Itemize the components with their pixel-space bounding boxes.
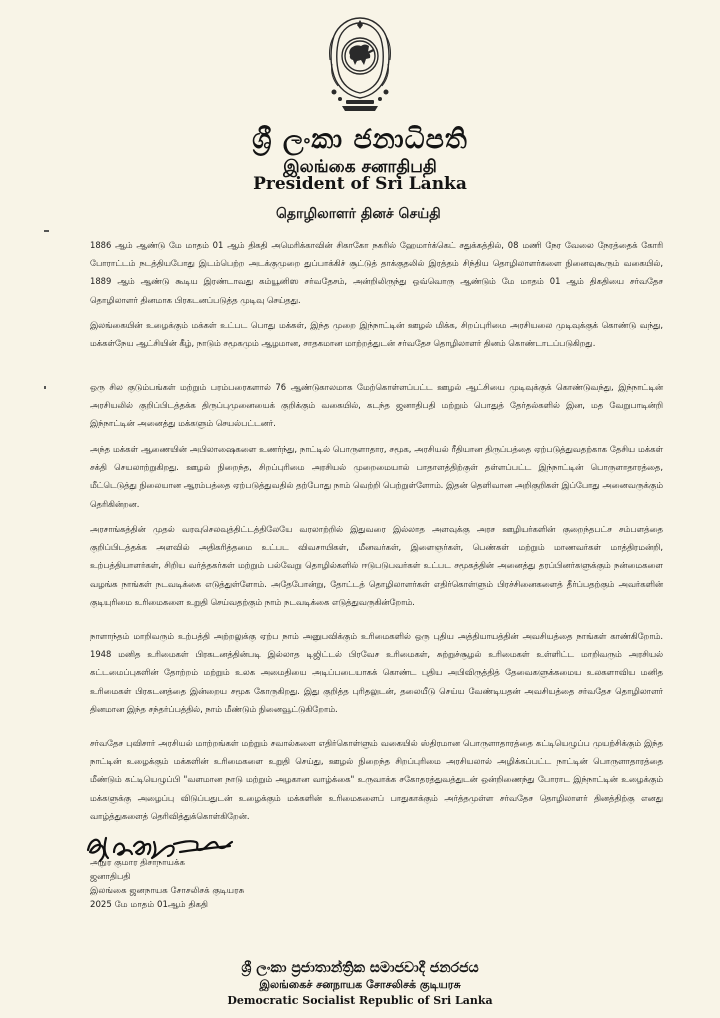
footer-english: Democratic Socialist Republic of Sri Lanka xyxy=(227,994,493,1007)
paragraph-3: ஒரு சில குடும்பங்கள் மற்றும் பரம்பரைகளால் 76 ஆண்டுகாலமாக மேற்கொள்ளப்பட்ட ஊழல் ஆட்சியை முடிவுக்குக் கொண்டுவந்து, இந்நாட்டின் அரசியலில் குறிப்பிடத்தக்க திருப்புமுனையைக் குறிக்கும் வகையில், கடந்த ஜனாதிபதி மற்றும் பொதுத் தேர்தல்களில் இன, மத வேறுபாடின்றி இந்நாட்டின் அனைத்து மக்களும் செயல்பட்டனர். xyxy=(90,382,663,429)
document-date: 2025 மே மாதம் 01ஆம் திகதி xyxy=(90,900,209,910)
header-title-english: President of Sri Lanka xyxy=(253,174,467,194)
signatory-designation: ஜனாதிபதி xyxy=(90,872,131,882)
header-title-tamil: இலங்கை சனாதிபதி xyxy=(283,157,437,177)
scan-mark xyxy=(44,230,49,232)
footer-sinhala: ශ්‍රී ලංකා ප්‍රජාතාන්ත්‍රික සමාජවාදී ජනරජය xyxy=(241,960,479,976)
paragraph-4: அந்த மக்கள் ஆணையின் அபிலாஷைகளை உணர்ந்து, நாட்டில் பொருளாதார, சமூக, அரசியல் ரீதியான திருப்பத்தை ஏற்படுத்துவதற்காக தேசிய மக்கள் சக்தி செயலாற்றுகிறது. ஊழல் நிறைந்த, சிறப்புரிமை அரசியல் முறைமையால் பாதாளத்திற்குள் தள்ளப்பட்ட இந்நாட்டின் பொருளாதாரத்தை, மீட்டெடுத்து நிலையான ஆரம்பத்தை ஏற்படுத்துவதில் தற்போது நாம் வெற்றி பெற்றுள்ளோம். இதன் தெளிவான அறிகுறிகள் இப்போது அனைவருக்கும் தெரிகின்றன. xyxy=(90,444,663,509)
scan-mark xyxy=(44,386,46,389)
paragraph-1: 1886 ஆம் ஆண்டு மே மாதம் 01 ஆம் திகதி அமெரிக்காவின் சிகாகோ நகரில் ஹேமார்க்கெட் சதுக்கத்தில், 08 மணி நேர வேலை நேரத்தைக் கோரி போராட்டம் நடத்தியபோது இடம்பெற்ற அடக்குமுறை துப்பாக்கிச் சூட்டுத் தாக்குதலில் இரத்தம் சிந்திய தொழிலாளர்களை நினைவுகூரும் வகையில், 1889 ஆம் ஆண்டு கூடிய இரண்டாவது கம்யூனிஸ சர்வதேசம், அன்றிலிருந்து ஒவ்வொரு ஆண்டும் மே மாதம் 01 ஆம் திகதியை சர்வதேச தொழிலாளர் தினமாக பிரகடனப்படுத்த முடிவு செய்தது. xyxy=(90,240,663,305)
header-title-sinhala: ශ්‍රී ලංකා ජනාධිපති xyxy=(252,124,468,155)
paragraph-6: நாளாந்தம் மாறிவரும் உற்பத்தி அற்றலுக்கு ஏற்ப நாம் அனுபவிக்கும் உரிமைகளில் ஒரு புதிய அத்தியாயத்தின் அவசியத்தை நாங்கள் காண்கிறோம். 1948 மனித உரிமைகள் பிரகடனத்தின்படி இல்லாத டிஜிட்டல் பிரவேச உரிமைகள், சுற்றுச்சூழல் உரிமைகள் உள்ளிட்ட மாறிவரும் அரசியல் கட்டமைப்புகளின் தோற்றம் மற்றும் உலக அமைதியை அடிப்படையாகக் கொண்ட புதிய அபிவிருத்தித் தேவைகளுக்கமைய உலகளாவிய மனித உரிமைகள் பிரகடனத்தை இன்றைய சமூக கோருகிறது. இது குறித்த புரிதலுடன், தலையீடு செய்ய வேண்டியதன் அவசியத்தை சர்வதேச தொழிலாளர் தினமான இந்த சந்தர்ப்பத்தில், நாம் மீண்டும் நினைவூட்டுகிறோம். xyxy=(90,631,663,714)
paragraph-5: அரசாங்கத்தின் முதல் வரவுசெலவுத்திட்டத்திலேயே வரலாற்றில் இதுவரை இல்லாத அளவுக்கு அரச ஊழியர்களின் குறைந்தபட்ச சம்பளத்தை குறிப்பிடத்தக்க அளவில் அதிகரித்தமை உட்பட விவசாயிகள், மீனவர்கள், இளைஞர்கள், பெண்கள் மற்றும் மாணவர்கள் மாத்திரமன்றி, உற்பத்தியாளர்கள், சிறிய வர்த்தகர்கள் மற்றும் பல்வேறு தொழில்களில் ஈடுபடுபவர்கள் உட்பட சமூகத்தின் அனைத்து தரப்பினர்களுக்கும் நன்மைகளை வழங்க நாங்கள் நடவடிக்கை எடுத்துள்ளோம். அதேபோன்று, தோட்டத் தொழிலாளர்கள் எதிர்கொள்ளும் பிரச்சினைகளைத் தீர்ப்பதற்கும் அவர்களின் குடியுரிமை உரிமைகளை உறுதி செய்வதற்கும் நாம் நடவடிக்கை எடுத்துவருகின்றோம். xyxy=(90,524,663,607)
national-emblem-icon xyxy=(320,14,400,114)
signatory-country: இலங்கை ஜனநாயக சோசலிசக் குடியரசு xyxy=(90,886,245,896)
paragraph-7: சர்வதேச புவிசார் அரசியல் மாற்றங்கள் மற்றும் சவால்களை எதிர்கொள்ளும் வகையில் ஸ்திரமான பொருளாதாரத்தை கட்டியெழுப்ப முயற்சிக்கும் இந்த நாட்டின் உழைக்கும் மக்களின் உரிமைகளை உறுதி செய்து, ஊழல் நிறைந்த சிறப்புரிமை அரசியலால் அழிக்கப்பட்ட நாட்டின் பொருளாதாரத்தை மீண்டும் கட்டியெழுப்பி "வளமான நாடு மற்றும் அழகான வாழ்க்கை" உருவாக்க சகோதரத்துவத்துடன் ஒன்றிணைந்து போராட இந்நாட்டின் உழைக்கும் மக்களுக்கு அழைப்பு விடுப்பதுடன் உழைக்கும் மக்களின் உரிமைகளைப் பாதுகாக்கும் அர்த்தமுள்ள சர்வதேச தொழிலாளர் தினத்திற்கு எனது வாழ்த்துகளைத் தெரிவித்துக்கொள்கிறேன். xyxy=(90,738,663,821)
document-title: தொழிலாளர் தினச் செய்தி xyxy=(276,206,441,222)
signatory-name: அநுர குமார திசாநாயக்க xyxy=(90,858,185,868)
paragraph-2: இலங்கையின் உழைக்கும் மக்கள் உட்பட பொது மக்கள், இந்த முறை இந்நாட்டின் ஊழல் மிக்க, சிறப்புரிமை அரசியலை முடிவுக்குக் கொண்டு வந்து, மக்கள்நேய ஆட்சியின் கீழ், நாடும் சமூகமும் ஆழமான, சாதகமான மாற்றத்துடன் சர்வதேச தொழிலாளர் தினம் கொண்டாடப்படுகிறது. xyxy=(90,320,663,349)
footer-tamil: இலங்கைச் சனநாயக சோசலிசக் குடியரசு xyxy=(259,978,461,991)
